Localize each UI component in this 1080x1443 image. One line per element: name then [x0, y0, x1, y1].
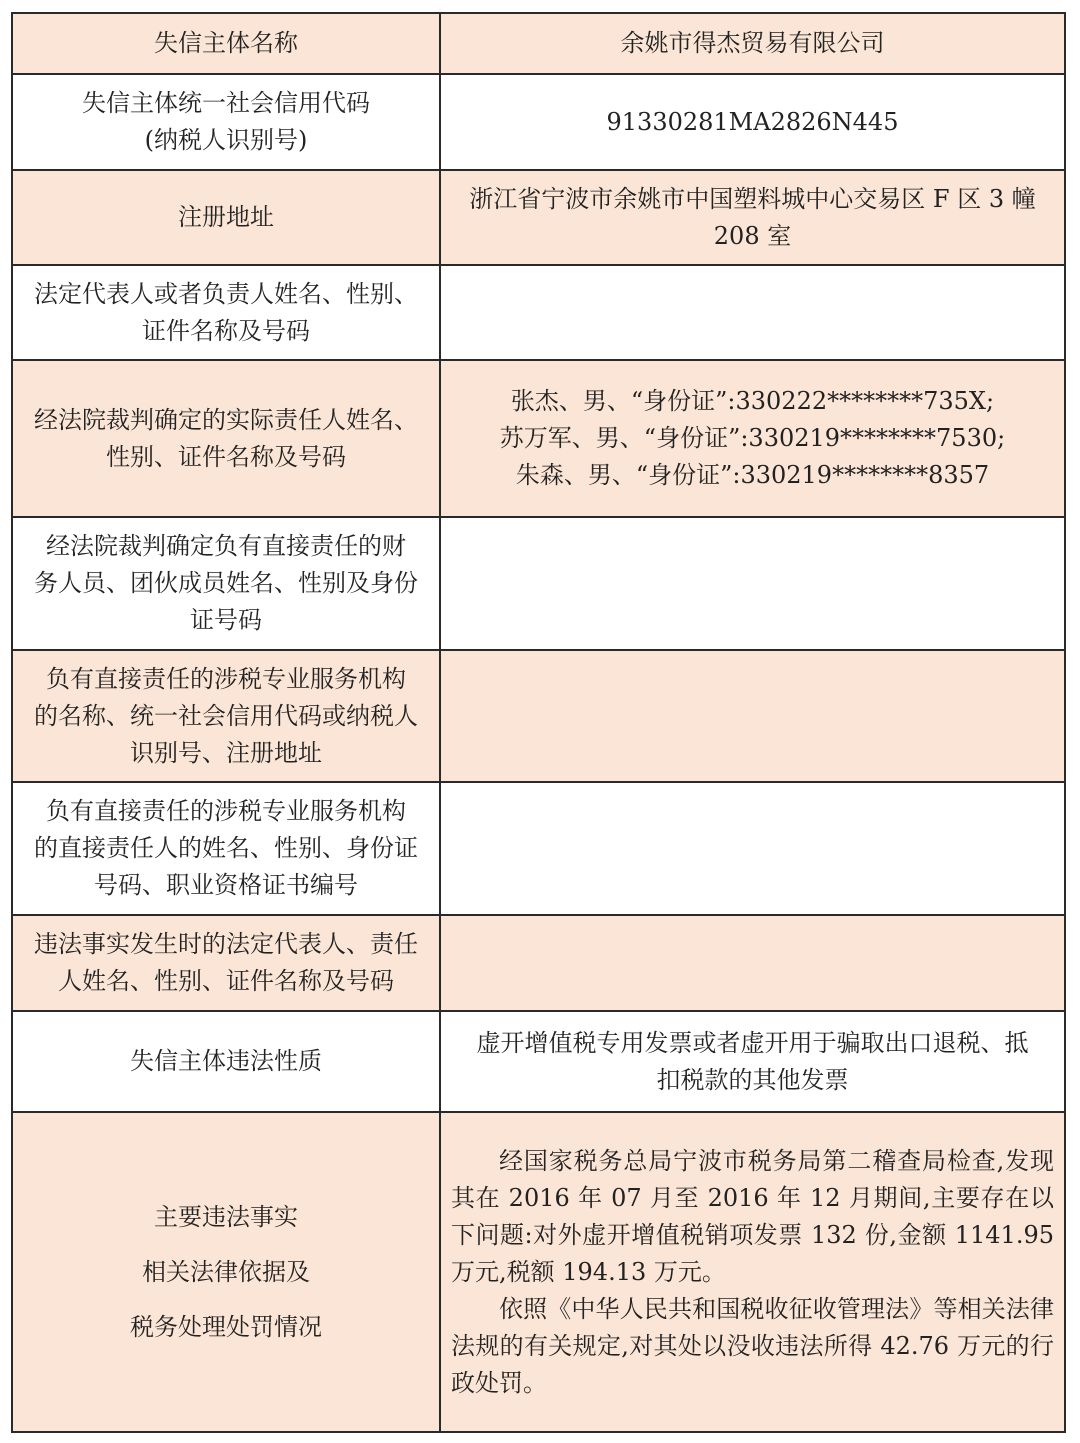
facts-paragraph-2: 依照《中华人民共和国税收征收管理法》等相关法律法规的有关规定,对其处以没收违法所得 42.76 万元的行政处罚。	[451, 1294, 1054, 1397]
label-text-line3: 证号码	[190, 606, 262, 634]
label-text: 注册地址	[178, 203, 274, 231]
label-registered-address	[12, 170, 440, 265]
value-text: 91330281MA2826N445	[606, 107, 899, 136]
row-rep-at-time	[12, 915, 1065, 1011]
label-text-line2: 的名称、统一社会信用代码或纳税人	[34, 701, 418, 730]
label-legal-representative	[12, 265, 440, 360]
label-text-line3: 号码、职业资格证书编号	[94, 871, 358, 899]
row-tax-agency	[12, 650, 1065, 782]
label-text-line3: 税务处理处罚情况	[130, 1312, 322, 1341]
label-tax-agency	[12, 650, 440, 782]
value-registered-address	[440, 170, 1065, 265]
label-text-line1: 经法院裁判确定负有直接责任的财	[46, 532, 406, 560]
label-agency-person	[12, 782, 440, 915]
label-text-line2: 人姓名、性别、证件名称及号码	[58, 967, 394, 995]
row-finance-staff	[12, 517, 1065, 650]
label-text-line2: (纳税人识别号)	[144, 126, 308, 154]
value-legal-representative	[440, 265, 1065, 360]
value-text-line1: 虚开增值税专用发票或者虚开用于骗取出口退税、抵	[476, 1028, 1029, 1057]
value-text-line2: 扣税款的其他发票	[656, 1065, 849, 1094]
value-subject-name	[440, 13, 1065, 74]
value-text-line2: 208 室	[713, 221, 792, 250]
value-agency-person	[440, 782, 1065, 915]
facts-paragraph-1: 经国家税务总局宁波市税务局第二稽查局检查,发现其在 2016 年 07 月至 2016 年 12 月期间,主要存在以下问题:对外虚开增值税销项发票 132 份,金额 1141.95 万元,税额 194.13 万元。	[451, 1146, 1054, 1286]
value-text-line1: 张杰、男、“身份证”:330222********735X;	[510, 387, 995, 415]
row-violation-facts	[12, 1112, 1065, 1432]
label-text-line1: 法定代表人或者负责人姓名、性别、	[34, 279, 418, 308]
taxpayer-dishonesty-table	[11, 12, 1066, 1433]
value-text: 余姚市得杰贸易有限公司	[620, 29, 885, 57]
label-text: 失信主体违法性质	[130, 1047, 322, 1075]
row-credit-code	[12, 74, 1065, 170]
value-text-line1: 浙江省宁波市余姚市中国塑料城中心交易区 F 区 3 幢	[469, 184, 1036, 213]
row-legal-representative	[12, 265, 1065, 360]
label-text-line1: 负有直接责任的涉税专业服务机构	[46, 664, 406, 693]
value-credit-code	[440, 74, 1065, 170]
label-violation-facts	[12, 1112, 440, 1432]
label-text-line2: 相关法律依据及	[142, 1257, 310, 1286]
label-text-line3: 识别号、注册地址	[130, 738, 322, 767]
value-actual-responsible	[440, 360, 1065, 517]
label-text-line1: 负有直接责任的涉税专业服务机构	[46, 797, 406, 825]
value-text-line2: 苏万军、男、“身份证”:330219********7530;	[499, 424, 1006, 452]
value-violation-nature	[440, 1011, 1065, 1112]
label-finance-staff	[12, 517, 440, 650]
label-violation-nature	[12, 1011, 440, 1112]
row-subject-name	[12, 13, 1065, 74]
label-actual-responsible	[12, 360, 440, 517]
label-text-line2: 证件名称及号码	[142, 316, 310, 345]
row-actual-responsible	[12, 360, 1065, 517]
label-text-line2: 务人员、团伙成员姓名、性别及身份	[34, 569, 418, 597]
row-registered-address	[12, 170, 1065, 265]
row-violation-nature	[12, 1011, 1065, 1112]
label-text-line1: 经法院裁判确定的实际责任人姓名、	[34, 405, 418, 434]
label-credit-code	[12, 74, 440, 170]
label-text-line1: 失信主体统一社会信用代码	[82, 89, 370, 117]
value-text-line3: 朱森、男、“身份证”:330219********8357	[515, 461, 990, 489]
label-text-line2: 性别、证件名称及号码	[106, 442, 346, 471]
label-text-line2: 的直接责任人的姓名、性别、身份证	[34, 834, 418, 862]
label-text: 失信主体名称	[154, 29, 298, 57]
value-violation-facts	[440, 1112, 1065, 1432]
row-agency-person	[12, 782, 1065, 915]
label-subject-name	[12, 13, 440, 74]
label-text-line1: 主要违法事实	[154, 1202, 298, 1231]
value-rep-at-time	[440, 915, 1065, 1011]
label-text-line1: 违法事实发生时的法定代表人、责任	[34, 930, 418, 958]
value-finance-staff	[440, 517, 1065, 650]
value-tax-agency	[440, 650, 1065, 782]
label-rep-at-time	[12, 915, 440, 1011]
